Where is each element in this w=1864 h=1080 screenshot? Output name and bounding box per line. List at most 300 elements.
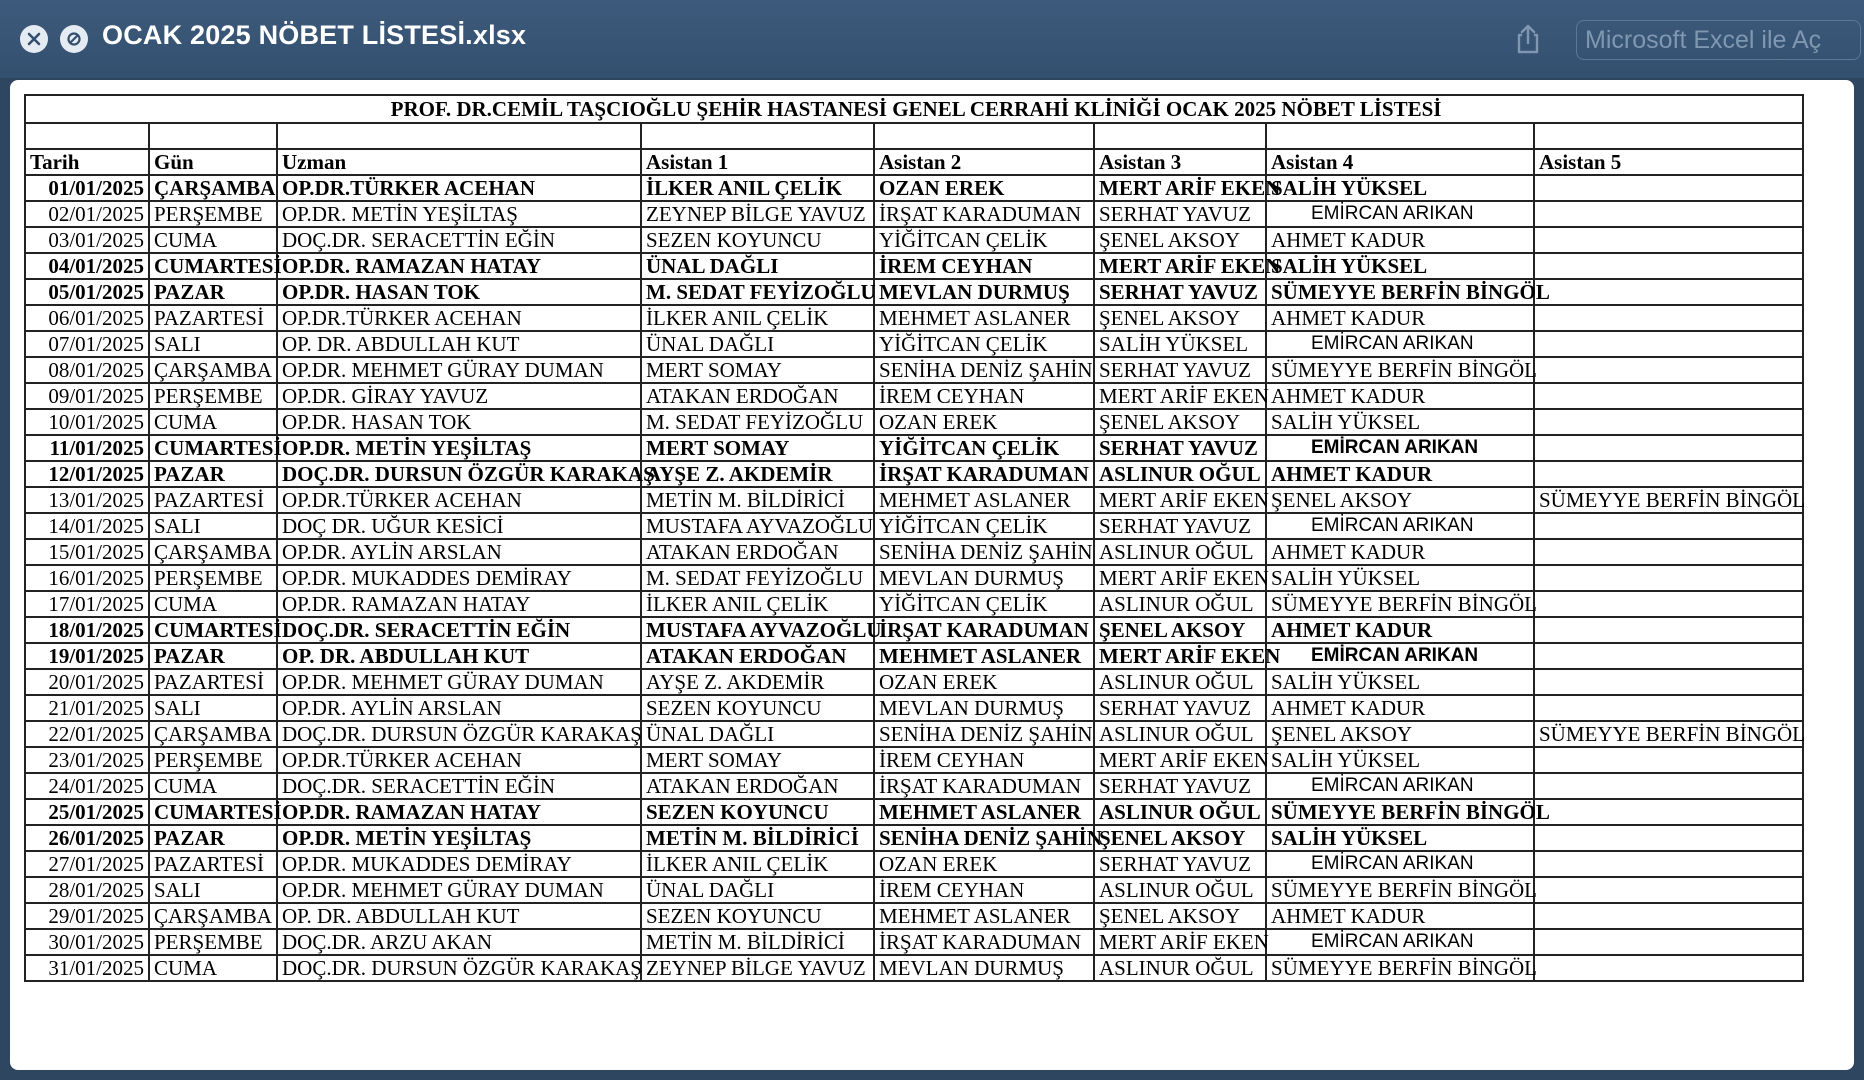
- table-row: [25, 903, 1803, 929]
- assistant-2-cell: İRŞAT KARADUMAN: [874, 617, 1094, 643]
- day-cell: PERŞEMBE: [149, 929, 277, 955]
- blank-cell: [1094, 123, 1266, 149]
- blank-cell: [25, 123, 149, 149]
- assistant-3-cell: ŞENEL AKSOY: [1094, 903, 1266, 929]
- assistant-3-cell: SERHAT YAVUZ: [1094, 201, 1266, 227]
- day-cell: PAZAR: [149, 643, 277, 669]
- assistant-2-cell: YİĞİTCAN ÇELİK: [874, 331, 1094, 357]
- table-row: [25, 513, 1803, 539]
- assistant-3-cell: ŞENEL AKSOY: [1094, 617, 1266, 643]
- specialist-cell: OP.DR.TÜRKER ACEHAN: [277, 305, 641, 331]
- header-cell: Asistan 4: [1266, 149, 1534, 175]
- date-cell: 17/01/2025: [25, 591, 149, 617]
- assistant-5-cell: [1534, 773, 1803, 799]
- table-row: [25, 435, 1803, 461]
- day-cell: ÇARŞAMBA: [149, 903, 277, 929]
- day-cell: PAZAR: [149, 279, 277, 305]
- date-cell: 19/01/2025: [25, 643, 149, 669]
- assistant-3-cell: ŞENEL AKSOY: [1094, 227, 1266, 253]
- specialist-cell: OP.DR. MUKADDES DEMİRAY: [277, 851, 641, 877]
- table-row: [25, 461, 1803, 487]
- assistant-3-cell: SERHAT YAVUZ: [1094, 279, 1266, 305]
- assistant-5-cell: [1534, 929, 1803, 955]
- day-cell: CUMA: [149, 227, 277, 253]
- assistant-1-cell: MUSTAFA AYVAZOĞLU: [641, 513, 874, 539]
- assistant-1-cell: ATAKAN ERDOĞAN: [641, 643, 874, 669]
- table-row: [25, 383, 1803, 409]
- assistant-4-cell: ŞENEL AKSOY: [1266, 487, 1534, 513]
- assistant-1-cell: İLKER ANIL ÇELİK: [641, 591, 874, 617]
- assistant-3-cell: ASLINUR OĞUL: [1094, 877, 1266, 903]
- date-cell: 14/01/2025: [25, 513, 149, 539]
- table-row: [25, 487, 1803, 513]
- hide-button[interactable]: [60, 25, 88, 53]
- assistant-1-cell: SEZEN KOYUNCU: [641, 799, 874, 825]
- assistant-1-cell: ÜNAL DAĞLI: [641, 331, 874, 357]
- assistant-5-cell: [1534, 825, 1803, 851]
- assistant-1-cell: ATAKAN ERDOĞAN: [641, 773, 874, 799]
- assistant-2-cell: YİĞİTCAN ÇELİK: [874, 435, 1094, 461]
- assistant-5-cell: [1534, 617, 1803, 643]
- day-cell: CUMA: [149, 591, 277, 617]
- assistant-1-cell: İLKER ANIL ÇELİK: [641, 305, 874, 331]
- assistant-4-cell: AHMET KADUR: [1266, 903, 1534, 929]
- assistant-2-cell: MEVLAN DURMUŞ: [874, 955, 1094, 981]
- assistant-4-cell: AHMET KADUR: [1266, 461, 1534, 487]
- assistant-1-cell: MERT SOMAY: [641, 435, 874, 461]
- assistant-2-cell: İRŞAT KARADUMAN: [874, 461, 1094, 487]
- assistant-2-cell: MEHMET ASLANER: [874, 305, 1094, 331]
- date-cell: 03/01/2025: [25, 227, 149, 253]
- table-row: [25, 799, 1803, 825]
- share-icon: [1513, 23, 1543, 55]
- assistant-3-cell: ASLINUR OĞUL: [1094, 721, 1266, 747]
- date-cell: 15/01/2025: [25, 539, 149, 565]
- table-row: [25, 695, 1803, 721]
- assistant-4-cell: SALİH YÜKSEL: [1266, 747, 1534, 773]
- day-cell: ÇARŞAMBA: [149, 539, 277, 565]
- assistant-1-cell: MERT SOMAY: [641, 357, 874, 383]
- assistant-3-cell: ASLINUR OĞUL: [1094, 461, 1266, 487]
- specialist-cell: OP.DR. MEHMET GÜRAY DUMAN: [277, 877, 641, 903]
- date-cell: 25/01/2025: [25, 799, 149, 825]
- table-row: [25, 669, 1803, 695]
- header-row: [25, 149, 1803, 175]
- assistant-4-cell: SÜMEYYE BERFİN BİNGÖL: [1266, 799, 1534, 825]
- table-row: [25, 253, 1803, 279]
- day-cell: PAZARTESİ: [149, 669, 277, 695]
- date-cell: 28/01/2025: [25, 877, 149, 903]
- assistant-2-cell: MEVLAN DURMUŞ: [874, 695, 1094, 721]
- specialist-cell: DOÇ.DR. SERACETTİN EĞİN: [277, 617, 641, 643]
- day-cell: SALI: [149, 513, 277, 539]
- assistant-5-cell: [1534, 279, 1803, 305]
- table-row: [25, 851, 1803, 877]
- day-cell: CUMA: [149, 773, 277, 799]
- assistant-5-cell: [1534, 565, 1803, 591]
- day-cell: PERŞEMBE: [149, 565, 277, 591]
- share-button[interactable]: [1510, 20, 1546, 58]
- date-cell: 11/01/2025: [25, 435, 149, 461]
- table-row: [25, 409, 1803, 435]
- assistant-4-cell: EMİRCAN ARIKAN: [1266, 331, 1534, 357]
- table-row: [25, 331, 1803, 357]
- specialist-cell: DOÇ.DR. SERACETTİN EĞİN: [277, 773, 641, 799]
- specialist-cell: OP.DR.TÜRKER ACEHAN: [277, 487, 641, 513]
- table-row: [25, 721, 1803, 747]
- assistant-1-cell: ATAKAN ERDOĞAN: [641, 383, 874, 409]
- assistant-4-cell: EMİRCAN ARIKAN: [1266, 201, 1534, 227]
- specialist-cell: OP.DR. AYLİN ARSLAN: [277, 539, 641, 565]
- assistant-4-cell: SÜMEYYE BERFİN BİNGÖL: [1266, 955, 1534, 981]
- date-cell: 31/01/2025: [25, 955, 149, 981]
- assistant-1-cell: M. SEDAT FEYİZOĞLU: [641, 565, 874, 591]
- day-cell: ÇARŞAMBA: [149, 357, 277, 383]
- day-cell: PERŞEMBE: [149, 201, 277, 227]
- open-with-excel-button[interactable]: Microsoft Excel ile Aç: [1576, 20, 1861, 60]
- assistant-5-cell: [1534, 357, 1803, 383]
- assistant-5-cell: [1534, 383, 1803, 409]
- day-cell: ÇARŞAMBA: [149, 721, 277, 747]
- assistant-2-cell: MEHMET ASLANER: [874, 799, 1094, 825]
- title-bar: [0, 0, 1864, 78]
- assistant-2-cell: OZAN EREK: [874, 669, 1094, 695]
- assistant-5-cell: [1534, 799, 1803, 825]
- assistant-4-cell: EMİRCAN ARIKAN: [1266, 929, 1534, 955]
- assistant-5-cell: [1534, 435, 1803, 461]
- assistant-2-cell: SENİHA DENİZ ŞAHİN: [874, 825, 1094, 851]
- date-cell: 04/01/2025: [25, 253, 149, 279]
- day-cell: CUMARTESİ: [149, 799, 277, 825]
- day-cell: SALI: [149, 331, 277, 357]
- assistant-2-cell: İREM CEYHAN: [874, 383, 1094, 409]
- day-cell: PERŞEMBE: [149, 383, 277, 409]
- date-cell: 23/01/2025: [25, 747, 149, 773]
- blank-cell: [277, 123, 641, 149]
- specialist-cell: OP.DR. METİN YEŞİLTAŞ: [277, 435, 641, 461]
- assistant-1-cell: METİN M. BİLDİRİCİ: [641, 487, 874, 513]
- table-row: [25, 279, 1803, 305]
- date-cell: 12/01/2025: [25, 461, 149, 487]
- assistant-4-cell: EMİRCAN ARIKAN: [1266, 435, 1534, 461]
- assistant-2-cell: MEVLAN DURMUŞ: [874, 279, 1094, 305]
- assistant-4-cell: AHMET KADUR: [1266, 383, 1534, 409]
- specialist-cell: OP.DR. HASAN TOK: [277, 409, 641, 435]
- slash-circle-icon: [66, 31, 82, 47]
- assistant-3-cell: SALİH YÜKSEL: [1094, 331, 1266, 357]
- assistant-1-cell: MERT SOMAY: [641, 747, 874, 773]
- assistant-1-cell: İLKER ANIL ÇELİK: [641, 175, 874, 201]
- table-row: [25, 747, 1803, 773]
- date-cell: 27/01/2025: [25, 851, 149, 877]
- table-row: [25, 201, 1803, 227]
- blank-row: [25, 123, 1803, 149]
- assistant-2-cell: YİĞİTCAN ÇELİK: [874, 227, 1094, 253]
- header-cell: Gün: [149, 149, 277, 175]
- assistant-2-cell: İREM CEYHAN: [874, 253, 1094, 279]
- assistant-1-cell: ÜNAL DAĞLI: [641, 721, 874, 747]
- specialist-cell: OP.DR. MEHMET GÜRAY DUMAN: [277, 357, 641, 383]
- assistant-3-cell: MERT ARİF EKEN: [1094, 747, 1266, 773]
- assistant-4-cell: AHMET KADUR: [1266, 305, 1534, 331]
- assistant-3-cell: SERHAT YAVUZ: [1094, 851, 1266, 877]
- day-cell: ÇARŞAMBA: [149, 175, 277, 201]
- assistant-5-cell: [1534, 513, 1803, 539]
- assistant-1-cell: ATAKAN ERDOĞAN: [641, 539, 874, 565]
- assistant-3-cell: ASLINUR OĞUL: [1094, 539, 1266, 565]
- assistant-3-cell: MERT ARİF EKEN: [1094, 487, 1266, 513]
- assistant-1-cell: METİN M. BİLDİRİCİ: [641, 929, 874, 955]
- day-cell: PAZARTESİ: [149, 487, 277, 513]
- assistant-3-cell: MERT ARİF EKEN: [1094, 253, 1266, 279]
- header-cell: Uzman: [277, 149, 641, 175]
- assistant-5-cell: [1534, 955, 1803, 981]
- assistant-4-cell: SALİH YÜKSEL: [1266, 565, 1534, 591]
- table-row: [25, 877, 1803, 903]
- assistant-4-cell: AHMET KADUR: [1266, 695, 1534, 721]
- date-cell: 24/01/2025: [25, 773, 149, 799]
- assistant-3-cell: SERHAT YAVUZ: [1094, 695, 1266, 721]
- table-row: [25, 773, 1803, 799]
- assistant-1-cell: ÜNAL DAĞLI: [641, 253, 874, 279]
- assistant-1-cell: METİN M. BİLDİRİCİ: [641, 825, 874, 851]
- date-cell: 29/01/2025: [25, 903, 149, 929]
- table-row: [25, 227, 1803, 253]
- date-cell: 21/01/2025: [25, 695, 149, 721]
- specialist-cell: DOÇ.DR. DURSUN ÖZGÜR KARAKAŞ: [277, 461, 641, 487]
- specialist-cell: DOÇ.DR. DURSUN ÖZGÜR KARAKAŞ: [277, 955, 641, 981]
- table-row: [25, 955, 1803, 981]
- assistant-2-cell: İREM CEYHAN: [874, 877, 1094, 903]
- specialist-cell: OP.DR. AYLİN ARSLAN: [277, 695, 641, 721]
- specialist-cell: OP.DR.TÜRKER ACEHAN: [277, 175, 641, 201]
- assistant-5-cell: [1534, 851, 1803, 877]
- close-icon: [27, 32, 41, 46]
- assistant-5-cell: [1534, 539, 1803, 565]
- date-cell: 01/01/2025: [25, 175, 149, 201]
- assistant-3-cell: ASLINUR OĞUL: [1094, 799, 1266, 825]
- assistant-1-cell: SEZEN KOYUNCU: [641, 695, 874, 721]
- specialist-cell: DOÇ.DR. ARZU AKAN: [277, 929, 641, 955]
- assistant-1-cell: M. SEDAT FEYİZOĞLU: [641, 279, 874, 305]
- assistant-1-cell: M. SEDAT FEYİZOĞLU: [641, 409, 874, 435]
- assistant-5-cell: SÜMEYYE BERFİN BİNGÖL: [1534, 487, 1803, 513]
- specialist-cell: OP.DR. HASAN TOK: [277, 279, 641, 305]
- assistant-5-cell: [1534, 695, 1803, 721]
- assistant-5-cell: [1534, 669, 1803, 695]
- specialist-cell: OP.DR. METİN YEŞİLTAŞ: [277, 825, 641, 851]
- assistant-2-cell: İRŞAT KARADUMAN: [874, 773, 1094, 799]
- table-row: [25, 539, 1803, 565]
- assistant-4-cell: SÜMEYYE BERFİN BİNGÖL: [1266, 877, 1534, 903]
- day-cell: CUMARTESİ: [149, 253, 277, 279]
- day-cell: SALI: [149, 695, 277, 721]
- assistant-2-cell: İREM CEYHAN: [874, 747, 1094, 773]
- specialist-cell: OP.DR. RAMAZAN HATAY: [277, 799, 641, 825]
- sheet-title-row: [25, 95, 1803, 123]
- specialist-cell: OP.DR. MEHMET GÜRAY DUMAN: [277, 669, 641, 695]
- assistant-1-cell: ÜNAL DAĞLI: [641, 877, 874, 903]
- day-cell: SALI: [149, 877, 277, 903]
- date-cell: 18/01/2025: [25, 617, 149, 643]
- assistant-4-cell: EMİRCAN ARIKAN: [1266, 513, 1534, 539]
- assistant-2-cell: OZAN EREK: [874, 409, 1094, 435]
- day-cell: CUMARTESİ: [149, 435, 277, 461]
- header-cell: Asistan 1: [641, 149, 874, 175]
- assistant-2-cell: İRŞAT KARADUMAN: [874, 201, 1094, 227]
- table-row: [25, 565, 1803, 591]
- assistant-4-cell: SALİH YÜKSEL: [1266, 409, 1534, 435]
- date-cell: 07/01/2025: [25, 331, 149, 357]
- assistant-4-cell: ŞENEL AKSOY: [1266, 721, 1534, 747]
- assistant-5-cell: [1534, 331, 1803, 357]
- assistant-2-cell: SENİHA DENİZ ŞAHİN: [874, 721, 1094, 747]
- table-row: [25, 175, 1803, 201]
- assistant-4-cell: AHMET KADUR: [1266, 227, 1534, 253]
- assistant-5-cell: [1534, 305, 1803, 331]
- assistant-3-cell: ASLINUR OĞUL: [1094, 955, 1266, 981]
- specialist-cell: OP.DR. RAMAZAN HATAY: [277, 591, 641, 617]
- assistant-5-cell: [1534, 461, 1803, 487]
- window-title: OCAK 2025 NÖBET LİSTESİ.xlsx: [102, 20, 527, 50]
- date-cell: 05/01/2025: [25, 279, 149, 305]
- assistant-2-cell: OZAN EREK: [874, 175, 1094, 201]
- day-cell: PAZAR: [149, 825, 277, 851]
- specialist-cell: OP.DR. MUKADDES DEMİRAY: [277, 565, 641, 591]
- assistant-2-cell: OZAN EREK: [874, 851, 1094, 877]
- table-row: [25, 357, 1803, 383]
- blank-cell: [149, 123, 277, 149]
- assistant-4-cell: SÜMEYYE BERFİN BİNGÖL: [1266, 357, 1534, 383]
- date-cell: 06/01/2025: [25, 305, 149, 331]
- assistant-4-cell: SALİH YÜKSEL: [1266, 253, 1534, 279]
- date-cell: 30/01/2025: [25, 929, 149, 955]
- header-cell: Asistan 5: [1534, 149, 1803, 175]
- day-cell: CUMA: [149, 409, 277, 435]
- assistant-3-cell: MERT ARİF EKEN: [1094, 565, 1266, 591]
- specialist-cell: OP.DR. RAMAZAN HATAY: [277, 253, 641, 279]
- header-cell: Tarih: [25, 149, 149, 175]
- specialist-cell: OP.DR. METİN YEŞİLTAŞ: [277, 201, 641, 227]
- assistant-4-cell: SALİH YÜKSEL: [1266, 825, 1534, 851]
- assistant-4-cell: SÜMEYYE BERFİN BİNGÖL: [1266, 279, 1534, 305]
- assistant-4-cell: SÜMEYYE BERFİN BİNGÖL: [1266, 591, 1534, 617]
- day-cell: PERŞEMBE: [149, 747, 277, 773]
- assistant-3-cell: MERT ARİF EKEN: [1094, 383, 1266, 409]
- date-cell: 08/01/2025: [25, 357, 149, 383]
- table-row: [25, 643, 1803, 669]
- assistant-4-cell: EMİRCAN ARIKAN: [1266, 773, 1534, 799]
- blank-cell: [641, 123, 874, 149]
- assistant-1-cell: AYŞE Z. AKDEMİR: [641, 669, 874, 695]
- assistant-1-cell: SEZEN KOYUNCU: [641, 903, 874, 929]
- specialist-cell: OP. DR. ABDULLAH KUT: [277, 331, 641, 357]
- assistant-3-cell: ŞENEL AKSOY: [1094, 305, 1266, 331]
- blank-cell: [1266, 123, 1534, 149]
- date-cell: 09/01/2025: [25, 383, 149, 409]
- date-cell: 16/01/2025: [25, 565, 149, 591]
- assistant-5-cell: [1534, 201, 1803, 227]
- table-row: [25, 929, 1803, 955]
- day-cell: PAZAR: [149, 461, 277, 487]
- assistant-4-cell: AHMET KADUR: [1266, 617, 1534, 643]
- assistant-5-cell: [1534, 877, 1803, 903]
- assistant-5-cell: [1534, 409, 1803, 435]
- date-cell: 26/01/2025: [25, 825, 149, 851]
- assistant-3-cell: ASLINUR OĞUL: [1094, 591, 1266, 617]
- assistant-1-cell: ZEYNEP BİLGE YAVUZ: [641, 201, 874, 227]
- assistant-3-cell: SERHAT YAVUZ: [1094, 513, 1266, 539]
- blank-cell: [1534, 123, 1803, 149]
- assistant-2-cell: MEHMET ASLANER: [874, 643, 1094, 669]
- specialist-cell: DOÇ.DR. SERACETTİN EĞİN: [277, 227, 641, 253]
- assistant-2-cell: MEHMET ASLANER: [874, 487, 1094, 513]
- assistant-2-cell: SENİHA DENİZ ŞAHİN: [874, 357, 1094, 383]
- assistant-4-cell: SALİH YÜKSEL: [1266, 669, 1534, 695]
- assistant-5-cell: SÜMEYYE BERFİN BİNGÖL: [1534, 721, 1803, 747]
- assistant-3-cell: ASLINUR OĞUL: [1094, 669, 1266, 695]
- assistant-2-cell: SENİHA DENİZ ŞAHİN: [874, 539, 1094, 565]
- assistant-2-cell: İRŞAT KARADUMAN: [874, 929, 1094, 955]
- day-cell: CUMARTESİ: [149, 617, 277, 643]
- assistant-5-cell: [1534, 591, 1803, 617]
- assistant-4-cell: EMİRCAN ARIKAN: [1266, 643, 1534, 669]
- day-cell: CUMA: [149, 955, 277, 981]
- assistant-3-cell: SERHAT YAVUZ: [1094, 773, 1266, 799]
- day-cell: PAZARTESİ: [149, 305, 277, 331]
- assistant-5-cell: [1534, 227, 1803, 253]
- date-cell: 02/01/2025: [25, 201, 149, 227]
- blank-cell: [874, 123, 1094, 149]
- assistant-5-cell: [1534, 253, 1803, 279]
- sheet-title: PROF. DR.CEMİL TAŞCIOĞLU ŞEHİR HASTANESİ GENEL CERRAHİ KLİNİĞİ OCAK 2025 NÖBET LİSTESİ: [25, 95, 1803, 123]
- assistant-3-cell: MERT ARİF EKEN: [1094, 175, 1266, 201]
- specialist-cell: DOÇ DR. UĞUR KESİCİ: [277, 513, 641, 539]
- assistant-4-cell: AHMET KADUR: [1266, 539, 1534, 565]
- close-button[interactable]: [20, 25, 48, 53]
- assistant-1-cell: İLKER ANIL ÇELİK: [641, 851, 874, 877]
- assistant-1-cell: AYŞE Z. AKDEMİR: [641, 461, 874, 487]
- date-cell: 13/01/2025: [25, 487, 149, 513]
- date-cell: 10/01/2025: [25, 409, 149, 435]
- assistant-1-cell: SEZEN KOYUNCU: [641, 227, 874, 253]
- assistant-5-cell: [1534, 175, 1803, 201]
- assistant-1-cell: MUSTAFA AYVAZOĞLU: [641, 617, 874, 643]
- duty-roster-table: [24, 94, 1804, 982]
- assistant-2-cell: MEHMET ASLANER: [874, 903, 1094, 929]
- assistant-3-cell: SERHAT YAVUZ: [1094, 357, 1266, 383]
- assistant-5-cell: [1534, 747, 1803, 773]
- assistant-2-cell: MEVLAN DURMUŞ: [874, 565, 1094, 591]
- assistant-3-cell: SERHAT YAVUZ: [1094, 435, 1266, 461]
- table-row: [25, 591, 1803, 617]
- header-cell: Asistan 2: [874, 149, 1094, 175]
- table-row: [25, 617, 1803, 643]
- day-cell: PAZARTESİ: [149, 851, 277, 877]
- specialist-cell: OP.DR. GİRAY YAVUZ: [277, 383, 641, 409]
- specialist-cell: OP.DR.TÜRKER ACEHAN: [277, 747, 641, 773]
- spreadsheet-preview: [10, 80, 1854, 1070]
- date-cell: 22/01/2025: [25, 721, 149, 747]
- assistant-3-cell: MERT ARİF EKEN: [1094, 929, 1266, 955]
- specialist-cell: DOÇ.DR. DURSUN ÖZGÜR KARAKAŞ: [277, 721, 641, 747]
- assistant-1-cell: ZEYNEP BİLGE YAVUZ: [641, 955, 874, 981]
- specialist-cell: OP. DR. ABDULLAH KUT: [277, 903, 641, 929]
- specialist-cell: OP. DR. ABDULLAH KUT: [277, 643, 641, 669]
- header-cell: Asistan 3: [1094, 149, 1266, 175]
- assistant-4-cell: SALİH YÜKSEL: [1266, 175, 1534, 201]
- table-row: [25, 825, 1803, 851]
